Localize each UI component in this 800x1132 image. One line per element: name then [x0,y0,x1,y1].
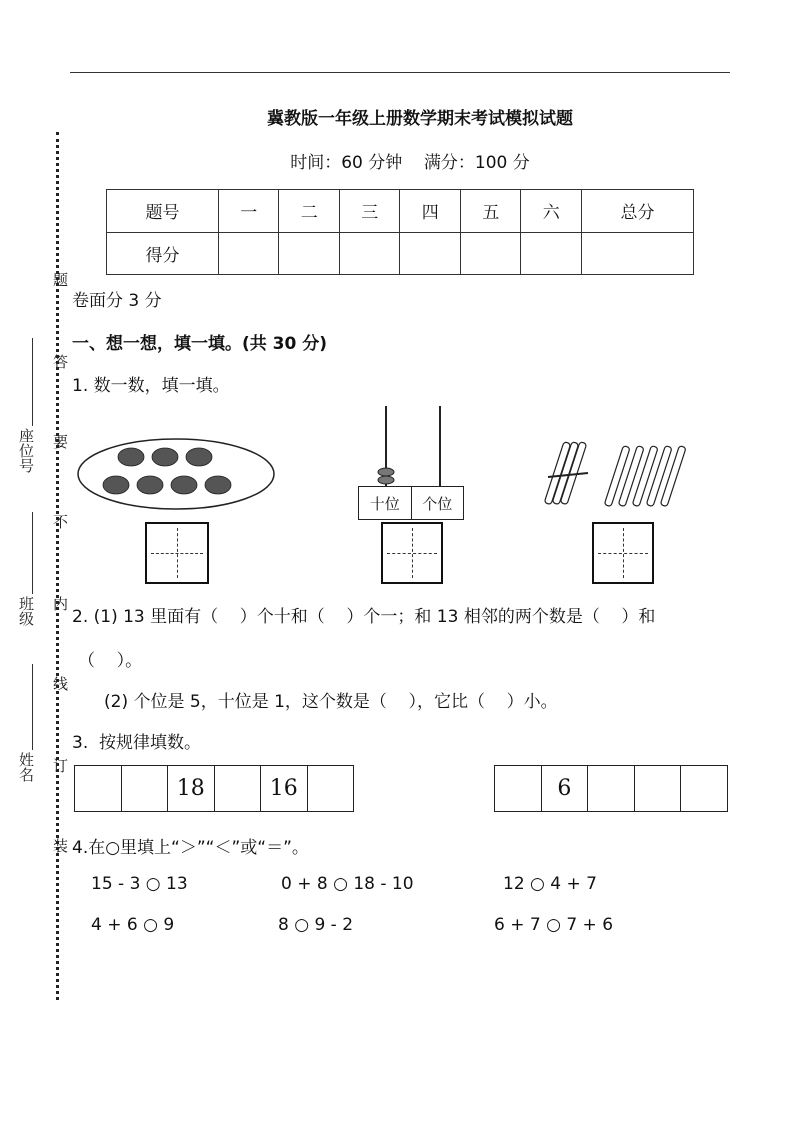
tens-label: 十位 [359,487,412,519]
score-table [106,189,694,275]
seat-label: 座位号 [17,428,35,473]
name-field-line [32,664,33,750]
question-2-part-2: (2) 个位是 5，十位是 1，这个数是（ ），它比（ ）小。 [104,692,558,712]
comparison-item[interactable]: 12 ○ 4 + 7 [503,874,597,894]
abacus-illustration [356,404,466,492]
table-cell: 四 [400,190,461,233]
comparison-item[interactable]: 15 - 3 ○ 13 [91,874,188,894]
sequence-cell: 16 [261,766,308,811]
warning-char: 订 [51,758,69,773]
warning-char: 要 [51,434,69,449]
score-input-cell[interactable] [521,232,582,275]
table-cell: 得分 [107,232,219,275]
sequence-cell: 6 [542,766,589,811]
class-field-line [32,512,33,594]
question-2-part-1-cont: （ ）。 [78,651,143,671]
question-2-part-1: 2. (1) 13 里面有（ ）个十和（ ）个一；和 13 相邻的两个数是（ ）和 [72,607,656,627]
neatness-score: 卷面分 3 分 [72,291,162,311]
sequence-cell[interactable] [215,766,262,811]
sequence-cell[interactable] [635,766,682,811]
table-cell: 题号 [107,190,219,233]
score-input-cell[interactable] [279,232,340,275]
warning-char: 内 [51,596,69,611]
score-input-cell[interactable] [581,232,693,275]
binding-dotted-line [56,132,59,1000]
question-3: 3. 按规律填数。 [72,733,202,753]
warning-char: 不 [51,514,69,529]
abacus-place-labels [358,486,464,520]
answer-box[interactable] [145,522,209,584]
section-heading: 一、想一想，填一填。(共 30 分) [72,334,328,354]
answer-box[interactable] [381,522,443,584]
question-1: 1. 数一数，填一填。 [72,376,230,396]
sequence-cell: 18 [168,766,215,811]
sequence-cell[interactable] [122,766,169,811]
table-cell: 三 [339,190,400,233]
warning-char: 线 [51,676,69,691]
table-cell: 二 [279,190,340,233]
warning-char: 答 [51,354,69,369]
score-table-score-row [107,232,694,275]
score-table-header-row [107,190,694,233]
score-input-cell[interactable] [339,232,400,275]
score-input-cell[interactable] [400,232,461,275]
table-cell: 五 [460,190,521,233]
sequence-cell[interactable] [588,766,635,811]
comparison-item[interactable]: 4 + 6 ○ 9 [91,915,175,935]
page-title: 冀教版一年级上册数学期末考试模拟试题 [267,109,573,129]
sequence-cell[interactable] [495,766,542,811]
top-rule [70,72,730,73]
table-cell: 总分 [581,190,693,233]
warning-char: 题 [51,272,69,287]
exam-info: 时间：60 分钟 满分：100 分 [290,153,530,173]
score-input-cell[interactable] [460,232,521,275]
name-label: 姓名 [17,752,35,782]
comparison-item[interactable]: 0 + 8 ○ 18 - 10 [281,874,414,894]
comparison-item[interactable]: 6 + 7 ○ 7 + 6 [494,915,614,935]
table-cell: 六 [521,190,582,233]
sequence-cell[interactable] [75,766,122,811]
counting-oval-illustration [76,437,276,511]
question-4: 4.在○里填上“＞”“＜”或“＝”。 [72,838,309,858]
number-sequence-2 [494,765,728,812]
table-cell: 一 [218,190,279,233]
sticks-illustration [544,437,694,513]
answer-box[interactable] [592,522,654,584]
class-label: 班级 [17,596,35,626]
number-sequence-1 [74,765,354,812]
comparison-item[interactable]: 8 ○ 9 - 2 [278,915,354,935]
score-input-cell[interactable] [218,232,279,275]
sequence-cell[interactable] [681,766,727,811]
sequence-cell[interactable] [308,766,354,811]
warning-char: 装 [51,838,69,853]
seat-field-line [32,338,33,426]
ones-label: 个位 [422,494,453,513]
